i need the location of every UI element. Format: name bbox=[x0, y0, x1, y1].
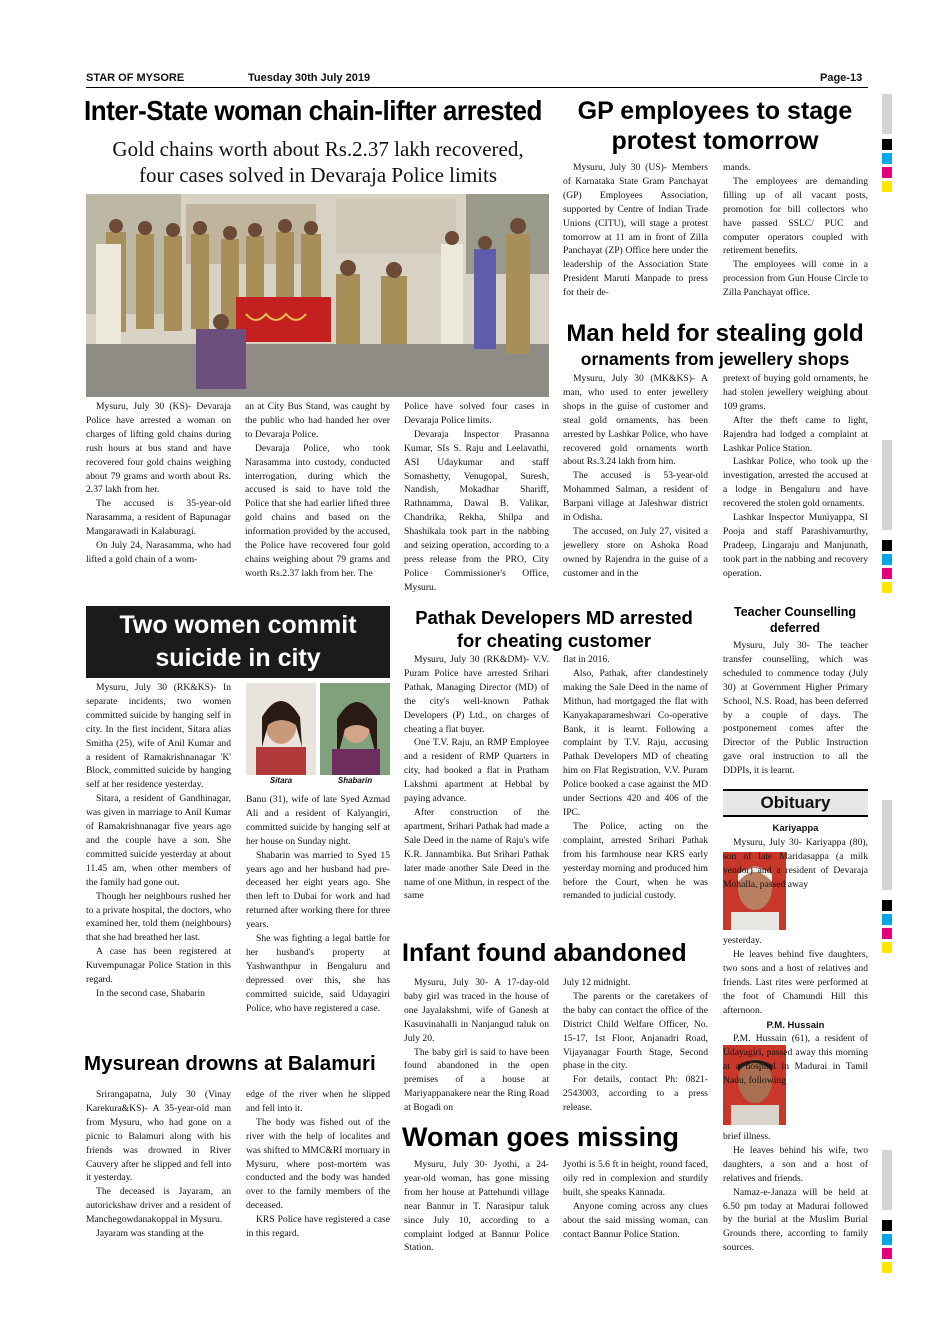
page-number: Page-13 bbox=[820, 72, 863, 84]
chainlifter-headline: Inter-State woman chain-lifter arrested bbox=[84, 95, 542, 126]
missing-col-1: Mysuru, July 30- Jyothi, a 24-year-old woman, has gone missing from her house at Pattehundi village near Bannur in T. Narasipur taluk since July 10, according to a complaint lodged at Bannur Police Station. bbox=[404, 1159, 549, 1254]
police-group-photo bbox=[86, 194, 549, 397]
reg-yellow bbox=[882, 181, 892, 192]
obituary-heading-box bbox=[723, 789, 868, 817]
obituary-text-2: brief illness. He leaves behind his wife, two daughters, a son and a host of relatives and friends. Namaz-e-Janaza will be held at 6.50 pm today at Madurai followed by the burial at the Muslim Burial Grounds there, according to family sources. bbox=[723, 1131, 868, 1254]
obituary-heading: Obituary bbox=[760, 793, 831, 812]
pathak-headline-2: for cheating customer bbox=[456, 630, 652, 651]
gp-col-1: Mysuru, July 30 (US)- Members of Karnataka State Gram Panchayat (GP) Employees Association, supported by Centre of Indian Trade Unions (CITU), will stage a protest tomorrow at 11 am in front of Zilla Panchayat (ZP) Office here under the leadership of the Association State President Maruti Manpade to press for their de- bbox=[563, 162, 708, 299]
reg-black bbox=[882, 1220, 892, 1231]
infant-headline: Infant found abandoned bbox=[402, 939, 687, 967]
sitara-caption: Sitara bbox=[269, 776, 293, 785]
obituary-text-1: yesterday. He leaves behind five daughters, two sons and a host of relatives and friends. Last rites were performed at the foot of Chamundi Hill this afternoon. bbox=[723, 935, 868, 1016]
shabarin-photo bbox=[320, 683, 390, 775]
reg-yellow bbox=[882, 942, 892, 953]
gold-col-2: pretext of buying gold ornaments, he had stolen jewellery weighing about 109 grams. After the theft came to light, Rajendra had lodged a complaint at Lashkar Police Station. Lashkar Police, who took up the investigation, arrested the accused at a lodge in Bengaluru and have recovered the stolen gold ornaments. Lashkar Inspector Muniyappa, SI Pooja and staff Parashivamurthy, Pradeep, Lingaraju and Manjunath, took part in the nabbing and recovery operation. bbox=[723, 373, 868, 579]
gp-col-2: mands. The employees are demanding filling up of all vacant posts, promotion for bill collectors who have passed SSLC/ PUC and computer operators coupled with retirement benefits. The employees will come in a procession from Gun House Circle to Zilla Panchayat office. bbox=[723, 162, 868, 299]
chainlifter-subhead-1: Gold chains worth about Rs.2.37 lakh recovered, bbox=[112, 137, 524, 161]
missing-col-2: Jyothi is 5.6 ft in height, round faced, oily red in complexion and sturdily built, she speaks Kannada. Anyone coming across any clues about the said missing woman, can contact Bannur Police Station. bbox=[563, 1159, 708, 1240]
obituary-name-1: Kariyappa bbox=[772, 823, 819, 834]
reg-grey bbox=[882, 94, 892, 134]
reg-grey bbox=[882, 1150, 892, 1210]
suicide-headline-1: Two women commit bbox=[119, 611, 357, 639]
teacher-headline-2: deferred bbox=[769, 621, 821, 635]
chainlifter-col-1: Mysuru, July 30 (KS)- Devaraja Police have arrested a woman on charges of lifting gold chains during rush hours at bus stand and have recovered four gold chains weighing about 79 grams and worth about Rs. 2.37 lakh from her. The accused is 35-year-old Narasamma, a resident of Bapunagar Mangarawadi in Kalaburagi. On July 24, Narasamma, who had lifted a gold chain of a wom- bbox=[86, 401, 231, 565]
chainlifter-col-3: Police have solved four cases in Devaraja Police limits. Devaraja Inspector Prasanna Kumar, SIs S. Raju and Leelavathi, ASI Udaykumar and staff Somashetty, Venugopal, Suresh, Nandish, Mokadhar Shariff, Rathnamma, Dawal B. Valikar, Chandrika, Rekha, Shilpa and Shashikala took part in the nabbing and seizing operation, according to a press release from the PRO, City Police Commissioner's Office, Mysuru. bbox=[404, 401, 549, 593]
suicide-headline-2: suicide in city bbox=[155, 644, 321, 672]
sitara-photo bbox=[246, 683, 316, 775]
reg-grey bbox=[882, 800, 892, 890]
reg-black bbox=[882, 900, 892, 911]
gold-headline-2: ornaments from jewellery shops bbox=[580, 349, 850, 369]
balamuri-col-2: edge of the river when he slipped and fell into it. The body was fished out of the river with the help of localites and was shifted to MMC&RI mortuary in Mysuru, where post-mortem was conducted and the body was handed over to the family members of the deceased. KRS Police have registered a case in this regard. bbox=[246, 1089, 390, 1240]
gold-headline-1: Man held for stealing gold bbox=[566, 320, 864, 347]
reg-cyan bbox=[882, 914, 892, 925]
paper-name: STAR OF MYSORE bbox=[86, 72, 185, 84]
gp-headline-2: protest tomorrow bbox=[611, 127, 819, 155]
reg-black bbox=[882, 540, 892, 551]
reg-cyan bbox=[882, 153, 892, 164]
infant-col-1: Mysuru, July 30- A 17-day-old baby girl was traced in the house of one Jayalakshmi, wife of Ganesh at Kasuvinahalli in Nanjangud taluk on July 20. The baby girl is said to have been found abandoned in the open premises of a house at Mariyappanakere near the Ring Road at Bogadi on bbox=[404, 977, 549, 1114]
reg-cyan bbox=[882, 1234, 892, 1245]
pathak-col-1: Mysuru, July 30 (RK&DM)- V.V. Puram Police have arrested Srihari Pathak, Managing Director (MD) of the city's well-known Pathak Developers (P) Ltd., on charges of cheating a flat buyer. One T.V. Raju, an RMP Employee and a resident of RMP Quarters in city, had booked a flat in Pratham Lakshmi apartment at Hebbal by paying advance. After construction of the apartment, Srihari Pathak had made a Sale Deed in the name of Raju's wife K.R. Jannambika. But Srihari Pathak later made another Sale Deed in the name of one Mithun, in respect of the same bbox=[404, 654, 549, 902]
reg-magenta bbox=[882, 167, 892, 178]
shabarin-caption: Shabarin bbox=[337, 776, 373, 785]
balamuri-col-1: Srirangapatna, July 30 (Vinay Karekura&KS)- A 35-year-old man from Mysuru, who had gone on a picnic to Balamuri along with his friends was drowned in River Cauvery after he slipped and fell into it yesterday. The deceased is Jayaram, an autorickshaw driver and a resident of Manchegowdanakoppal in Mysuru. Jayaram was standing at the bbox=[86, 1089, 231, 1240]
teacher-headline-1: Teacher Counselling bbox=[733, 605, 856, 619]
obituary-text-1-wrap: Mysuru, July 30- Kariyappa (80), son of late Maridasappa (a milk vendor) and a resident of Devaraja Mohalla, passed away bbox=[723, 837, 868, 890]
obituary-text-2-wrap: P.M. Hussain (61), a resident of Udayagiri, passed away this morning at a hospital in Madurai in Tamil Nadu, following bbox=[723, 1033, 868, 1086]
reg-magenta bbox=[882, 1248, 892, 1259]
issue-date: Tuesday 30th July 2019 bbox=[248, 72, 371, 84]
pathak-col-2: flat in 2016. Also, Pathak, after clandestinely making the Sale Deed in the name of Mithun, had mortgaged the flat with Kanyakaparameshwari Co-operative Bank, it is learnt. Following a complaint by T.V. Raju, accusing Pathak Developers MD of cheating him on Flat Registration, V.V. Puram Police booked a case against the MD under Sections 420 and 406 of the IPC. The Police, acting on the complaint, arrested Srihari Pathak from his farmhouse near KRS early yesterday morning and produced him before the Court, when he was remanded to judicial custody. bbox=[563, 654, 708, 902]
reg-magenta bbox=[882, 928, 892, 939]
suicide-headline-box bbox=[86, 606, 390, 678]
gold-col-1: Mysuru, July 30 (MK&KS)- A man, who used to enter jewellery shops in the guise of customer and steal gold ornaments, has been arrested by Lashkar Police, who have recovered gold ornaments worth about Rs.3.24 lakh from him. The accused is 53-year-old Mohammed Salman, a resident of Barpani village at Jaleshwar district in Odisha. The accused, on July 27, visited a jewellery store on Ashoka Road owned by Rajendra in the guise of a customer and in the bbox=[563, 373, 708, 579]
color-registration-bar bbox=[882, 0, 892, 1337]
obituary-name-2: P.M. Hussain bbox=[766, 1020, 825, 1031]
balamuri-headline: Mysurean drowns at Balamuri bbox=[84, 1052, 376, 1075]
gp-headline-1: GP employees to stage bbox=[577, 97, 853, 125]
reg-cyan bbox=[882, 554, 892, 565]
reg-black bbox=[882, 139, 892, 150]
teacher-body: Mysuru, July 30- The teacher transfer counselling, which was scheduled to commence today (July 30) at Government Higher Primary School, N.S. Road, has been deferred by a couple of days. The postponement comes after the Director of the Public Instruction gave oral instruction to all the DDPIs, it is learnt. bbox=[723, 640, 868, 777]
masthead-rule bbox=[86, 87, 868, 88]
suicide-col-2: Banu (31), wife of late Syed Azmad Ali and a resident of Kalyangiri, committed suicide by hanging self at her house on Sunday night. Shabarin was married to Syed 15 years ago and her husband had pre-deceased her eight years ago. She then left to Dubai for work and had returned after working there for three years. She was fighting a legal battle for her husband's property at Yashwanthpur in Bengaluru and depressed over this, she has committed suicide, said Udayagiri Police, who have registered a case. bbox=[246, 794, 390, 1014]
chainlifter-subhead-2: four cases solved in Devaraja Police limits bbox=[138, 163, 498, 187]
chainlifter-col-2: an at City Bus Stand, was caught by the public who had handed her over to Devaraja Police. Devaraja Police, who took Narasamma into custody, conducted interrogation, during which the accused is said to have told the Police that she had earlier lifted three gold chains and based on the information provided by the accused, the Police have recovered four gold chains weighing about 79 grams and worth Rs.2.37 lakh from her. The bbox=[245, 401, 390, 579]
missing-headline: Woman goes missing bbox=[402, 1122, 680, 1152]
pathak-headline-1: Pathak Developers MD arrested bbox=[415, 607, 693, 628]
reg-yellow bbox=[882, 582, 892, 593]
reg-magenta bbox=[882, 568, 892, 579]
suicide-col-1: Mysuru, July 30 (RK&KS)- In separate incidents, two women committed suicide by hanging self in city. In the first incident, Sitara alias Smitha (25), wife of Anil Kumar and a resident of Ramakrishnanagar 'K' Block, committed suicide by hanging self at her residence yesterday. Sitara, a resident of Gandhinagar, was given in marriage to Anil Kumar of Ramakrishnanagar five years ago and the couple have a son. She committed suicide yesterday at about 11.45 am, when other members of the family had gone out. Though her neighbours rushed her to a private hospital, the doctors, who examined her, told them (neighbours) that she had breathed her last. A case has been registered at Kuvempunagar Police Station in this regard. In the second case, Shabarin bbox=[86, 682, 231, 999]
reg-grey bbox=[882, 440, 892, 530]
reg-yellow bbox=[882, 1262, 892, 1273]
infant-col-2: July 12 midnight. The parents or the caretakers of the baby can contact the office of the District Child Welfare Officer, No. 15-17, 1st Floor, Anjanadri Road, Vijayanagar Fourth Stage, Second phase in the city. For details, contact Ph: 0821-2543003, according to a press release. bbox=[563, 977, 708, 1114]
